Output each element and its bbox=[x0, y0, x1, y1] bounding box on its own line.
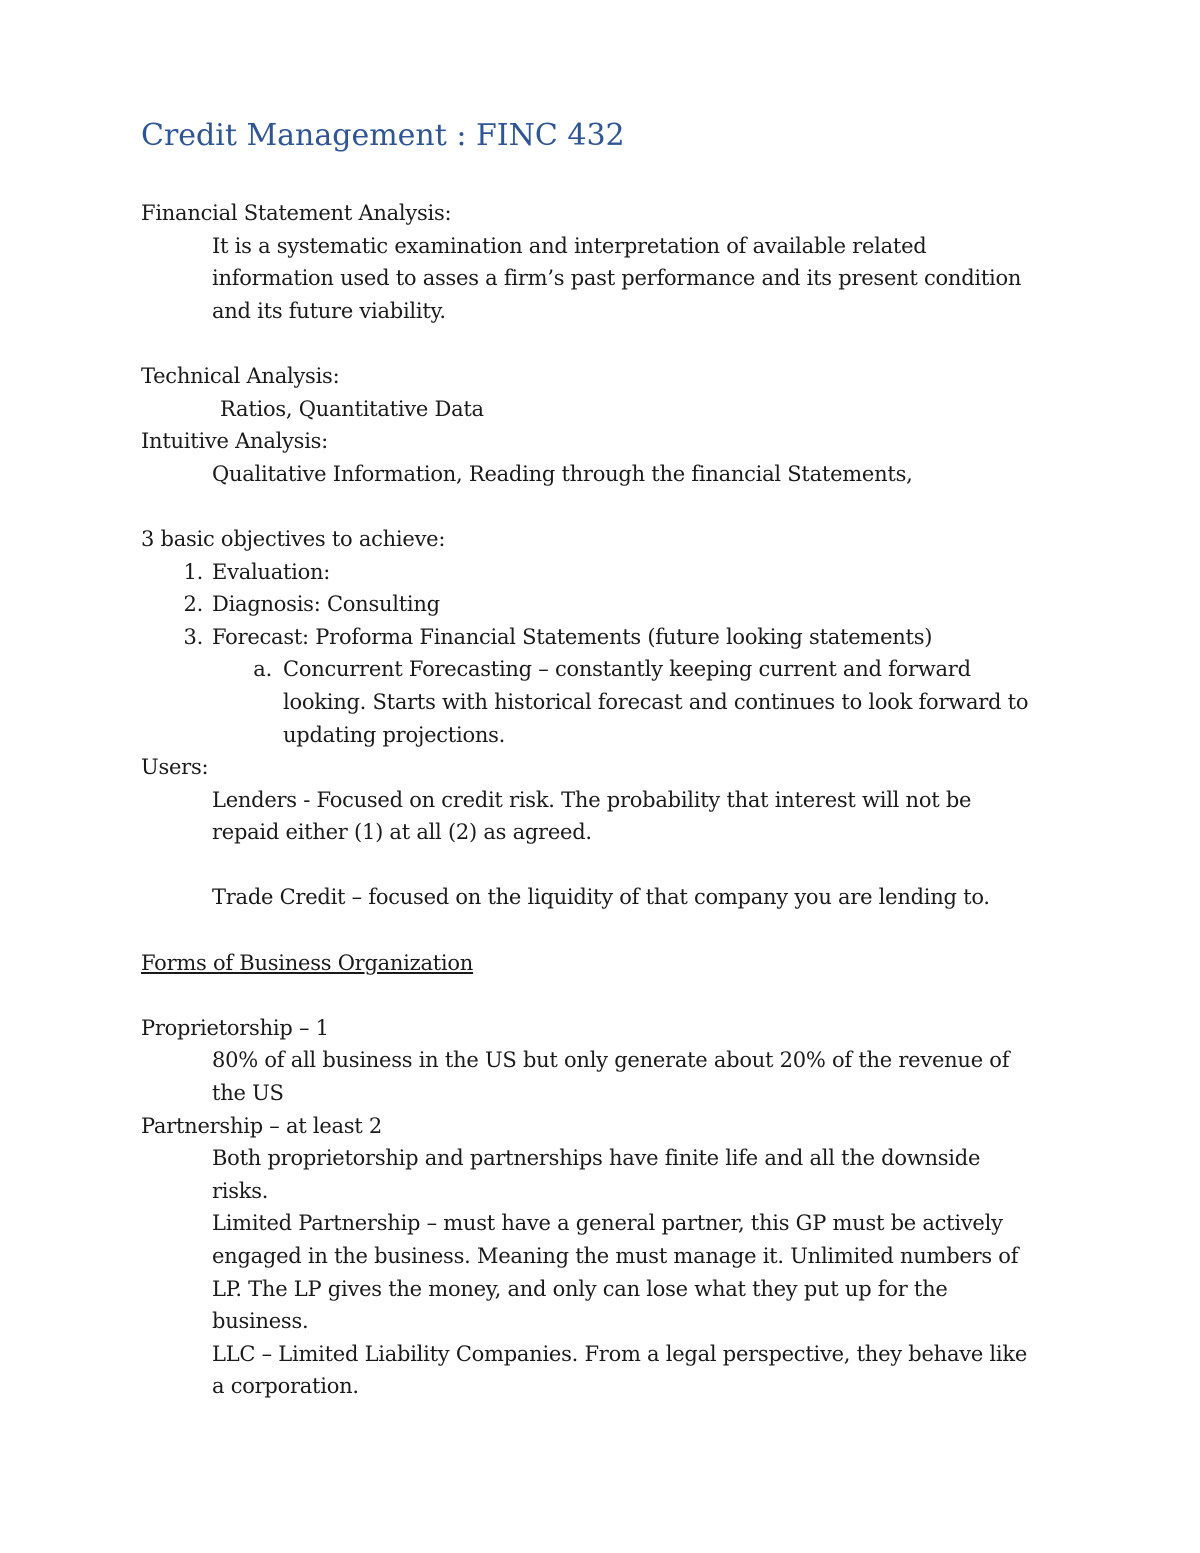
technical-text: Ratios, Quantitative Data bbox=[220, 396, 484, 421]
objective-item bbox=[141, 621, 1131, 654]
partnership-line: business. bbox=[212, 1309, 309, 1334]
partnership-line: a corporation. bbox=[212, 1374, 359, 1399]
partnership-heading: Partnership – at least 2 bbox=[141, 1113, 383, 1138]
objective-text: Diagnosis: Consulting bbox=[212, 592, 440, 617]
fsa-line: and its future viability. bbox=[212, 298, 446, 323]
intuitive-text: Qualitative Information, Reading through the financial Statements, bbox=[212, 461, 913, 486]
forms-heading: Forms of Business Organization bbox=[141, 950, 474, 975]
proprietorship-line: the US bbox=[212, 1081, 284, 1106]
objective-subitem bbox=[141, 653, 1131, 686]
fsa-heading: Financial Statement Analysis: bbox=[141, 201, 452, 225]
list-marker: 1. bbox=[183, 559, 203, 584]
subitem-text: updating projections. bbox=[283, 722, 506, 747]
list-marker: 3. bbox=[183, 624, 203, 649]
partnership-line: Both proprietorship and partnerships have finite life and all the downside bbox=[212, 1146, 981, 1171]
intuitive-heading: Intuitive Analysis: bbox=[141, 429, 329, 454]
spacer bbox=[141, 327, 1131, 360]
objective-subitem-cont bbox=[141, 719, 1131, 752]
document-title: Credit Management : FINC 432 bbox=[141, 118, 625, 153]
proprietorship-heading: Proprietorship – 1 bbox=[141, 1015, 329, 1040]
subitem-text: looking. Starts with historical forecast and continues to look forward to bbox=[283, 689, 1029, 714]
objective-item bbox=[141, 588, 1131, 621]
trade-credit-line: Trade Credit – focused on the liquidity of that company you are lending to. bbox=[212, 885, 990, 910]
objective-text: Forecast: Proforma Financial Statements (future looking statements) bbox=[212, 624, 933, 649]
objective-item bbox=[141, 556, 1131, 589]
spacer bbox=[141, 490, 1131, 523]
subitem-text: Concurrent Forecasting – constantly keeping current and forward bbox=[283, 657, 971, 682]
list-marker: a. bbox=[253, 657, 272, 682]
lenders-line: repaid either (1) at all (2) as agreed. bbox=[212, 820, 592, 845]
partnership-line: risks. bbox=[212, 1178, 269, 1203]
forms-heading-row bbox=[141, 947, 1131, 980]
objective-subitem-cont bbox=[141, 686, 1131, 719]
partnership-line: LLC – Limited Liability Companies. From a legal perspective, they behave like bbox=[212, 1341, 1028, 1366]
fsa-line: It is a systematic examination and interpretation of available related bbox=[212, 233, 927, 258]
list-marker: 2. bbox=[183, 592, 203, 617]
spacer bbox=[141, 849, 1131, 882]
document-body bbox=[141, 197, 1131, 1403]
proprietorship-line: 80% of all business in the US but only generate about 20% of the revenue of bbox=[212, 1048, 1010, 1073]
fsa-line: information used to asses a firm’s past performance and its present condition bbox=[212, 266, 1022, 291]
partnership-line: Limited Partnership – must have a general partner, this GP must be actively bbox=[212, 1211, 1003, 1236]
partnership-line: engaged in the business. Meaning the must manage it. Unlimited numbers of bbox=[212, 1244, 1019, 1268]
partnership-line: LP. The LP gives the money, and only can lose what they put up for the bbox=[212, 1276, 948, 1301]
spacer bbox=[141, 914, 1131, 947]
technical-heading: Technical Analysis: bbox=[141, 363, 340, 388]
lenders-line: Lenders - Focused on credit risk. The probability that interest will not be bbox=[212, 787, 972, 812]
objective-text: Evaluation: bbox=[212, 559, 331, 584]
users-heading: Users: bbox=[141, 755, 209, 780]
spacer bbox=[141, 979, 1131, 1012]
objectives-heading: 3 basic objectives to achieve: bbox=[141, 526, 446, 551]
